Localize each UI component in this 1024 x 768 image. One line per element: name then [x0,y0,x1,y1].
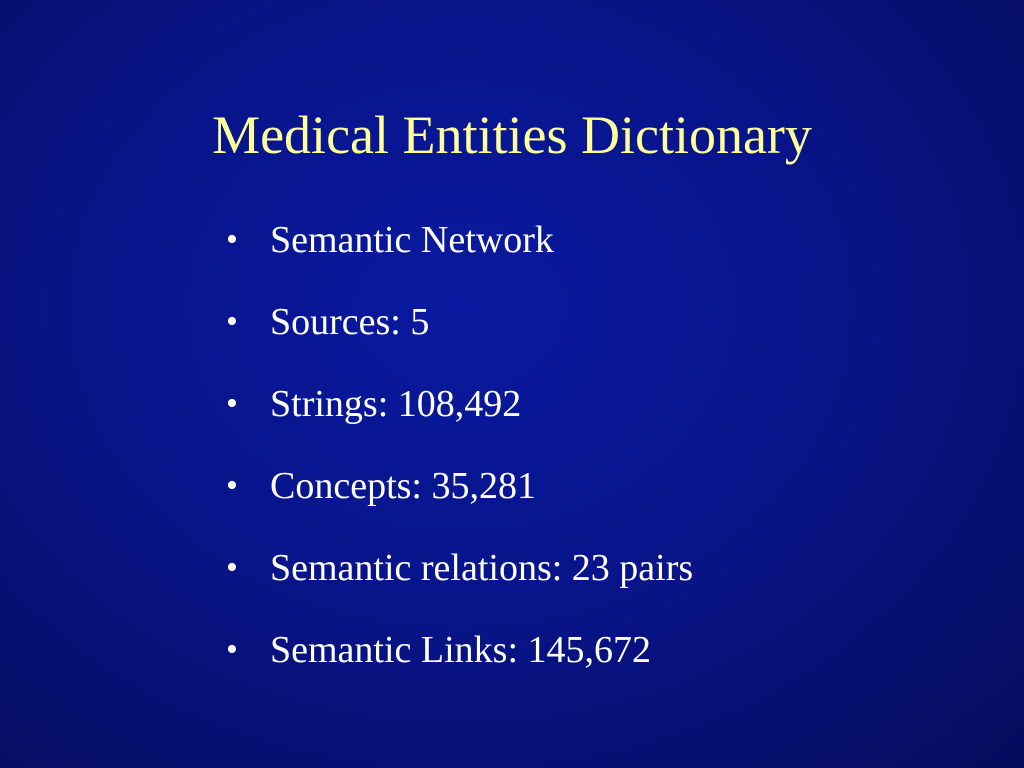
bullet-icon: • [226,631,238,668]
bullet-icon: • [226,549,238,586]
slide-title: Medical Entities Dictionary [212,105,812,165]
bullet-text: Sources: 5 [270,301,430,343]
bullet-text: Concepts: 35,281 [270,465,536,507]
bullet-icon: • [226,385,238,422]
bullet-text: Semantic Network [270,219,554,261]
bullet-icon: • [226,303,238,340]
bullet-text: Semantic relations: 23 pairs [270,547,694,589]
bullet-text: Strings: 108,492 [270,383,522,425]
bullet-text: Semantic Links: 145,672 [270,629,652,671]
bullet-icon: • [226,221,238,258]
bullet-icon: • [226,467,238,504]
